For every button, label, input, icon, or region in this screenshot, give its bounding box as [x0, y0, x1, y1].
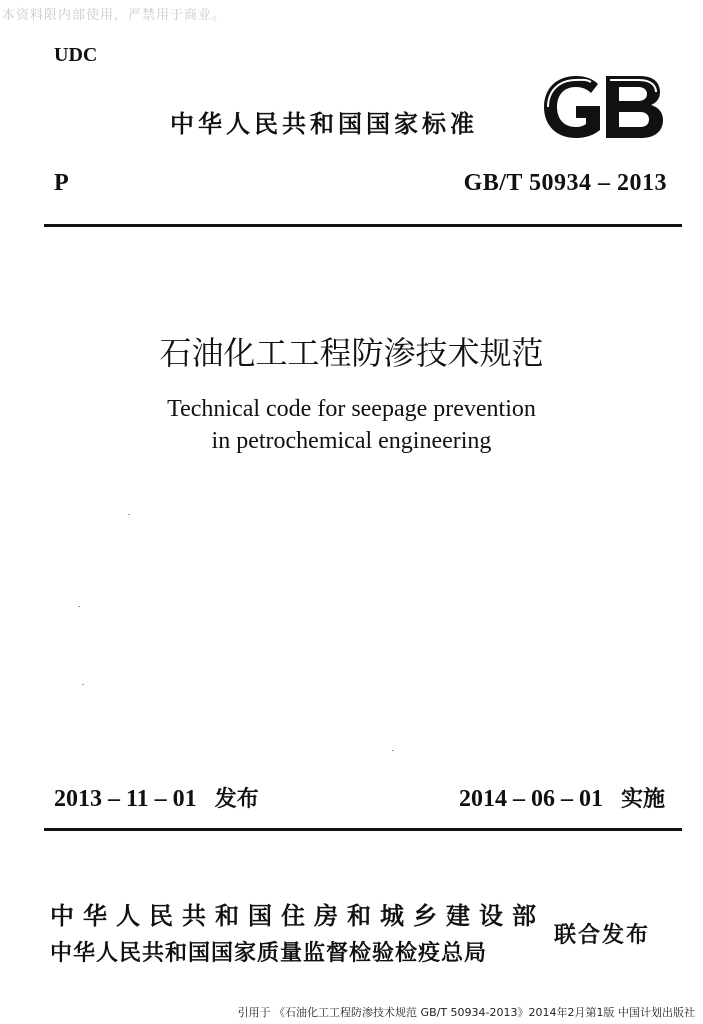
implementation-date: 2014 – 06 – 01: [458, 786, 603, 812]
footer-citation: 引用于 《石油化工工程防渗技术规范 GB/T 50934-2013》2014年2月第1版 中国计划出版社: [237, 1006, 695, 1019]
standard-number: GB/T 50934 – 2013: [463, 170, 667, 196]
implementation-label: 实施: [620, 787, 665, 812]
title-chinese: 石油化工工程防渗技术规范: [159, 334, 544, 372]
issue-date: 2013 – 11 – 01: [54, 786, 197, 812]
issuer-ministry: 中华人民共和国住房和城乡建设部: [50, 902, 545, 930]
watermark-notice: 本资料限内部使用，严禁用于商业。: [2, 8, 227, 23]
implementation-date-line: [459, 782, 665, 813]
issue-label: 发布: [214, 787, 259, 812]
title-english-line1: Technical code for seepage prevention: [167, 396, 536, 422]
scan-speck: [392, 750, 394, 751]
bottom-divider: [44, 828, 682, 831]
scan-speck: [128, 514, 130, 515]
top-divider: [44, 224, 682, 227]
national-standard-heading: 中华人民共和国国家标准: [170, 110, 478, 138]
udc-label: UDC: [54, 44, 98, 66]
joint-issue-label: 联合发布: [554, 923, 651, 948]
issuer-administration: 中华人民共和国国家质量监督检验检疫总局: [50, 941, 488, 966]
scan-speck: [82, 684, 84, 685]
gb-logo: [540, 72, 666, 142]
title-english-line2: in petrochemical engineering: [211, 428, 492, 454]
issue-date-line: [54, 782, 259, 813]
classification-letter: P: [54, 170, 69, 196]
scan-speck: [78, 606, 80, 607]
